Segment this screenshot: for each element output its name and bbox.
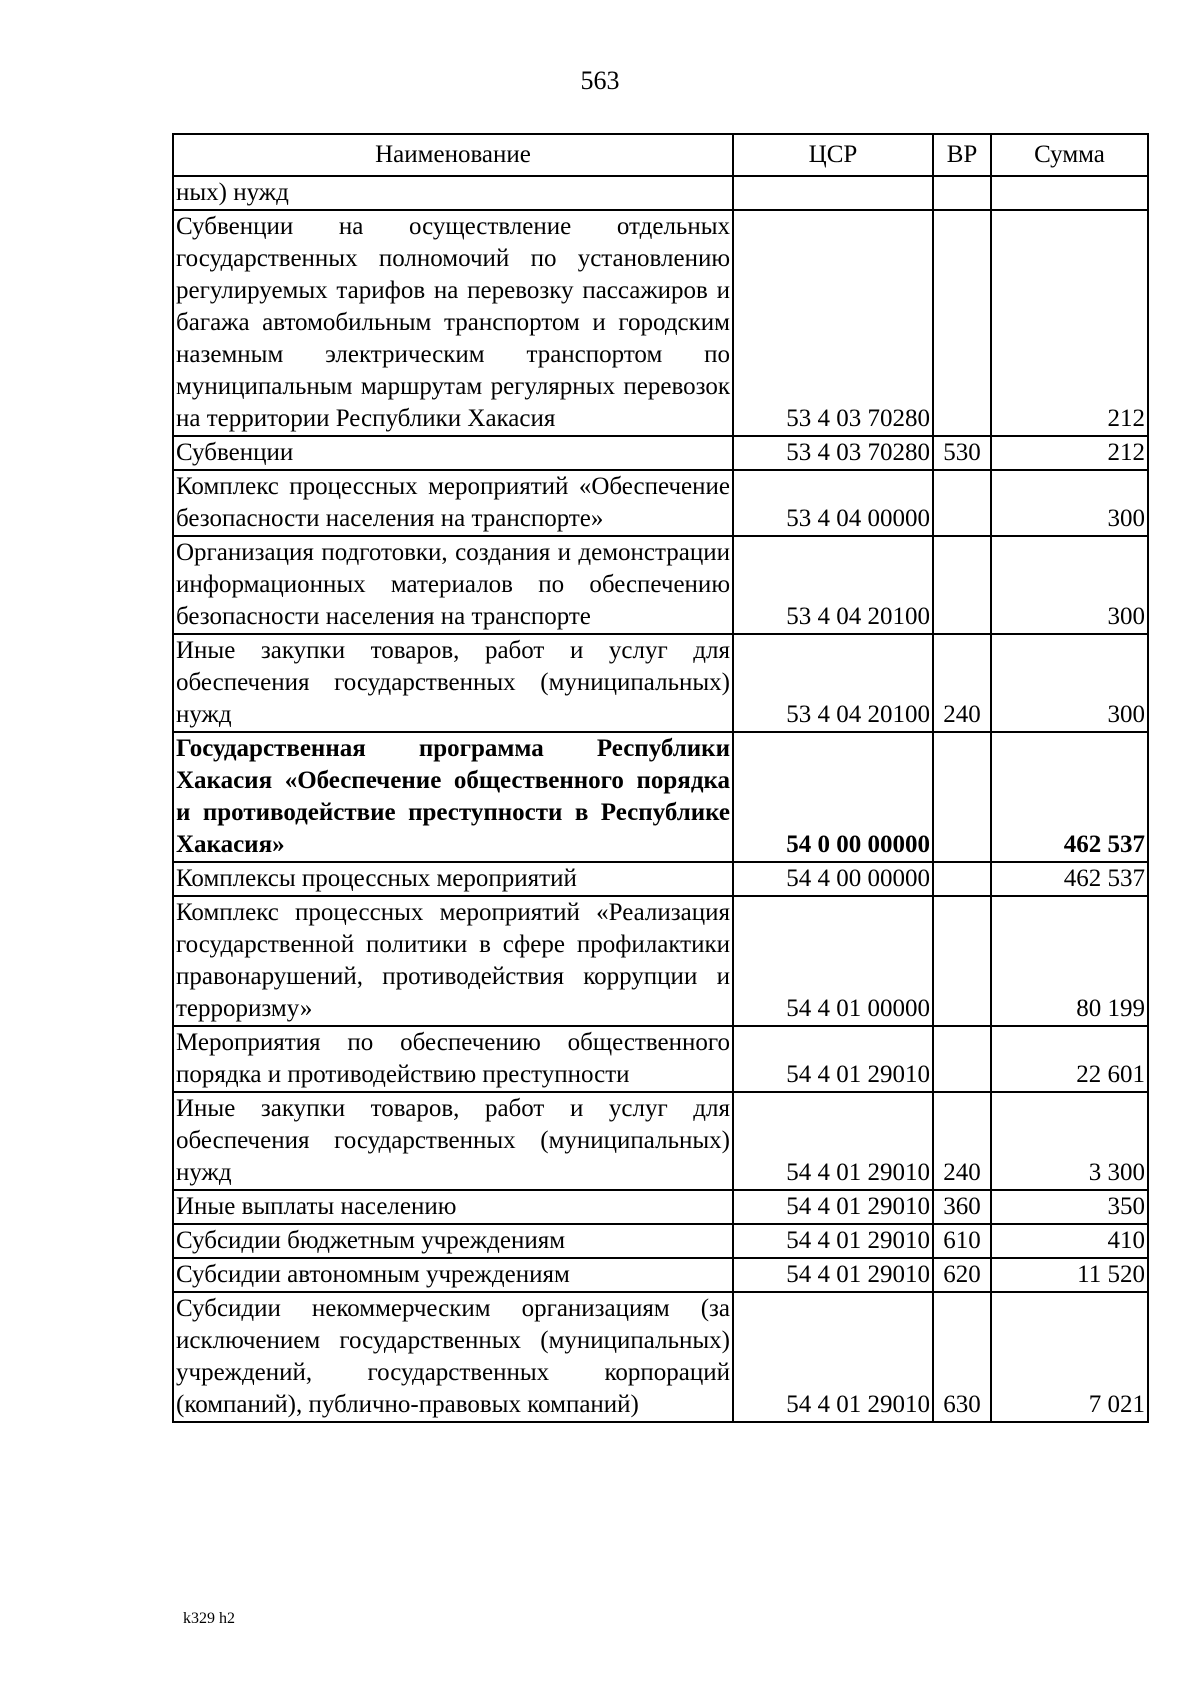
table-row	[173, 1092, 1148, 1190]
cell-vr	[933, 732, 991, 862]
cell-vr: 620	[933, 1258, 991, 1292]
table-header	[173, 134, 1148, 176]
cell-csr: 54 4 01 29010	[733, 1026, 933, 1092]
cell-sum: 212	[991, 436, 1148, 470]
table-row	[173, 862, 1148, 896]
table-row	[173, 1292, 1148, 1422]
header-sum: Сумма	[991, 134, 1148, 176]
cell-name: Мероприятия по обеспечению общественного порядка и противодействию преступности	[173, 1026, 733, 1092]
cell-vr	[933, 1026, 991, 1092]
cell-sum: 212	[991, 210, 1148, 436]
cell-sum	[991, 176, 1148, 210]
table-row	[173, 896, 1148, 1026]
cell-name: Иные выплаты населению	[173, 1190, 733, 1224]
cell-sum: 11 520	[991, 1258, 1148, 1292]
cell-sum: 462 537	[991, 862, 1148, 896]
cell-vr	[933, 862, 991, 896]
cell-sum: 462 537	[991, 732, 1148, 862]
cell-csr: 54 4 01 29010	[733, 1292, 933, 1422]
cell-sum: 80 199	[991, 896, 1148, 1026]
cell-csr: 53 4 03 70280	[733, 436, 933, 470]
cell-csr: 54 4 01 29010	[733, 1224, 933, 1258]
cell-name: Субсидии бюджетным учреждениям	[173, 1224, 733, 1258]
cell-name: Иные закупки товаров, работ и услуг для обеспечения государственных (муниципальных) нужд	[173, 1092, 733, 1190]
cell-vr: 530	[933, 436, 991, 470]
cell-csr: 54 4 01 00000	[733, 896, 933, 1026]
table-row	[173, 210, 1148, 436]
table-row	[173, 436, 1148, 470]
cell-csr: 54 0 00 00000	[733, 732, 933, 862]
table-row	[173, 634, 1148, 732]
cell-vr: 610	[933, 1224, 991, 1258]
table-row	[173, 536, 1148, 634]
table-row	[173, 1258, 1148, 1292]
cell-csr	[733, 176, 933, 210]
cell-sum: 300	[991, 470, 1148, 536]
header-vr: ВР	[933, 134, 991, 176]
header-name: Наименование	[173, 134, 733, 176]
table-body	[173, 176, 1148, 1422]
table-row	[173, 1026, 1148, 1092]
cell-name: Государственная программа Республики Хакасия «Обеспечение общественного порядка и противодействие преступности в Республике Хакасия»	[173, 732, 733, 862]
cell-name: Субвенции на осуществление отдельных государственных полномочий по установлению регулируемых тарифов на перевозку пассажиров и багажа автомобильным транспортом и городским наземным электрическим транспортом по муниципальным маршрутам регулярных перевозок на территории Республики Хакасия	[173, 210, 733, 436]
budget-table	[172, 133, 1149, 1423]
cell-vr	[933, 210, 991, 436]
cell-csr: 53 4 04 00000	[733, 470, 933, 536]
cell-sum: 7 021	[991, 1292, 1148, 1422]
page-number: 563	[580, 66, 620, 95]
cell-vr: 240	[933, 634, 991, 732]
cell-name: ных) нужд	[173, 176, 733, 210]
header-csr: ЦСР	[733, 134, 933, 176]
cell-name: Комплекс процессных мероприятий «Реализация государственной политики в сфере профилактики правонарушений, противодействия коррупции и терроризму»	[173, 896, 733, 1026]
cell-name: Иные закупки товаров, работ и услуг для обеспечения государственных (муниципальных) нужд	[173, 634, 733, 732]
cell-csr: 53 4 03 70280	[733, 210, 933, 436]
cell-sum: 350	[991, 1190, 1148, 1224]
cell-name: Комплексы процессных мероприятий	[173, 862, 733, 896]
cell-csr: 54 4 01 29010	[733, 1092, 933, 1190]
cell-csr: 54 4 00 00000	[733, 862, 933, 896]
cell-name: Субсидии автономным учреждениям	[173, 1258, 733, 1292]
table-row	[173, 1224, 1148, 1258]
table-row	[173, 470, 1148, 536]
cell-vr	[933, 176, 991, 210]
cell-vr: 240	[933, 1092, 991, 1190]
cell-csr: 54 4 01 29010	[733, 1258, 933, 1292]
cell-name: Субсидии некоммерческим организациям (за исключением государственных (муниципальных) учреждений, государственных корпораций (компаний), публично-правовых компаний)	[173, 1292, 733, 1422]
cell-csr: 54 4 01 29010	[733, 1190, 933, 1224]
cell-sum: 22 601	[991, 1026, 1148, 1092]
table-row	[173, 176, 1148, 210]
cell-vr	[933, 470, 991, 536]
cell-vr	[933, 896, 991, 1026]
cell-vr: 360	[933, 1190, 991, 1224]
table-row	[173, 1190, 1148, 1224]
cell-vr: 630	[933, 1292, 991, 1422]
footer-code: k329 h2	[183, 1610, 235, 1627]
cell-vr	[933, 536, 991, 634]
cell-sum: 410	[991, 1224, 1148, 1258]
cell-sum: 3 300	[991, 1092, 1148, 1190]
cell-name: Организация подготовки, создания и демонстрации информационных материалов по обеспечению безопасности населения на транспорте	[173, 536, 733, 634]
cell-name: Комплекс процессных мероприятий «Обеспечение безопасности населения на транспорте»	[173, 470, 733, 536]
table-row	[173, 732, 1148, 862]
cell-sum: 300	[991, 634, 1148, 732]
cell-csr: 53 4 04 20100	[733, 634, 933, 732]
cell-sum: 300	[991, 536, 1148, 634]
cell-name: Субвенции	[173, 436, 733, 470]
cell-csr: 53 4 04 20100	[733, 536, 933, 634]
